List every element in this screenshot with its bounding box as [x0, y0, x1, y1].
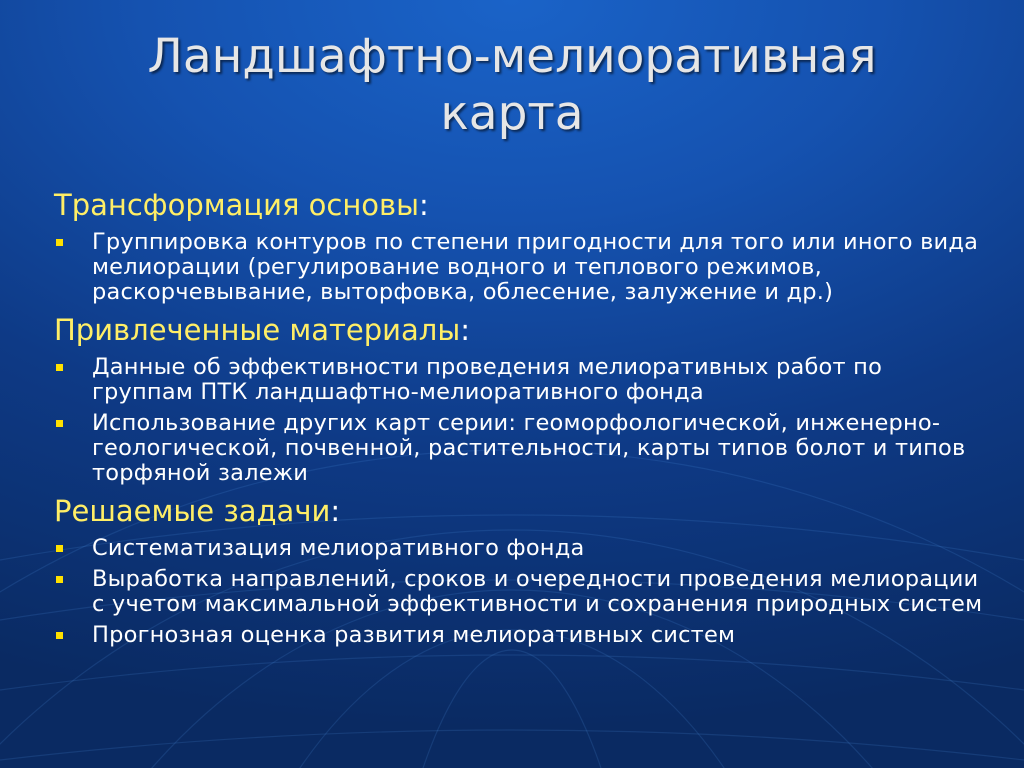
bullet-icon — [56, 632, 63, 639]
bullet-icon — [56, 239, 63, 246]
list-item — [54, 230, 984, 305]
bullet-icon — [56, 545, 63, 552]
list-item-text: Систематизация мелиоративного фонда — [92, 535, 585, 561]
section-heading-text: Трансформация основы — [54, 188, 420, 222]
section-heading: Решаемые задачи: — [54, 494, 341, 528]
list-item — [54, 355, 984, 405]
section-heading: Привлеченные материалы: — [54, 313, 471, 347]
list-item-text: Данные об эффективности проведения мелиоративных работ по группам ПТК ландшафтно-мелиоративного фонда — [92, 354, 883, 405]
list-item-text: Прогнозная оценка развития мелиоративных систем — [92, 622, 736, 648]
section-heading: Трансформация основы: — [54, 188, 429, 222]
list-item — [54, 411, 984, 486]
section-heading-text: Привлеченные материалы — [54, 313, 461, 347]
section-transformation — [54, 186, 984, 305]
section-heading-text: Решаемые задачи — [54, 494, 331, 528]
bullet-icon — [56, 420, 63, 427]
list-item-text: Использование других карт серии: геоморфологической, инженерно-геологической, почвенной, растительности, карты типов болот и типов торфяной залежи — [92, 410, 966, 486]
list-item — [54, 536, 984, 561]
list-item — [54, 623, 984, 648]
slide-body — [54, 186, 984, 654]
section-materials — [54, 311, 984, 486]
slide-title-line-1: Ландшафтно-мелиоративная — [147, 29, 877, 84]
bullet-icon — [56, 576, 63, 583]
section-tasks — [54, 492, 984, 648]
slide-title — [0, 28, 1024, 142]
list-item-text: Выработка направлений, сроков и очередности проведения мелиорации с учетом максимальной эффективности и сохранения природных систем — [92, 566, 983, 617]
list-item — [54, 567, 984, 617]
list-item-text: Группировка контуров по степени пригодности для того или иного вида мелиорации (регулирование водного и теплового режимов, раскорчевывание, выторфовка, облесение, залужение и др.) — [92, 229, 979, 305]
slide-title-line-2: карта — [440, 86, 584, 141]
bullet-icon — [56, 364, 63, 371]
